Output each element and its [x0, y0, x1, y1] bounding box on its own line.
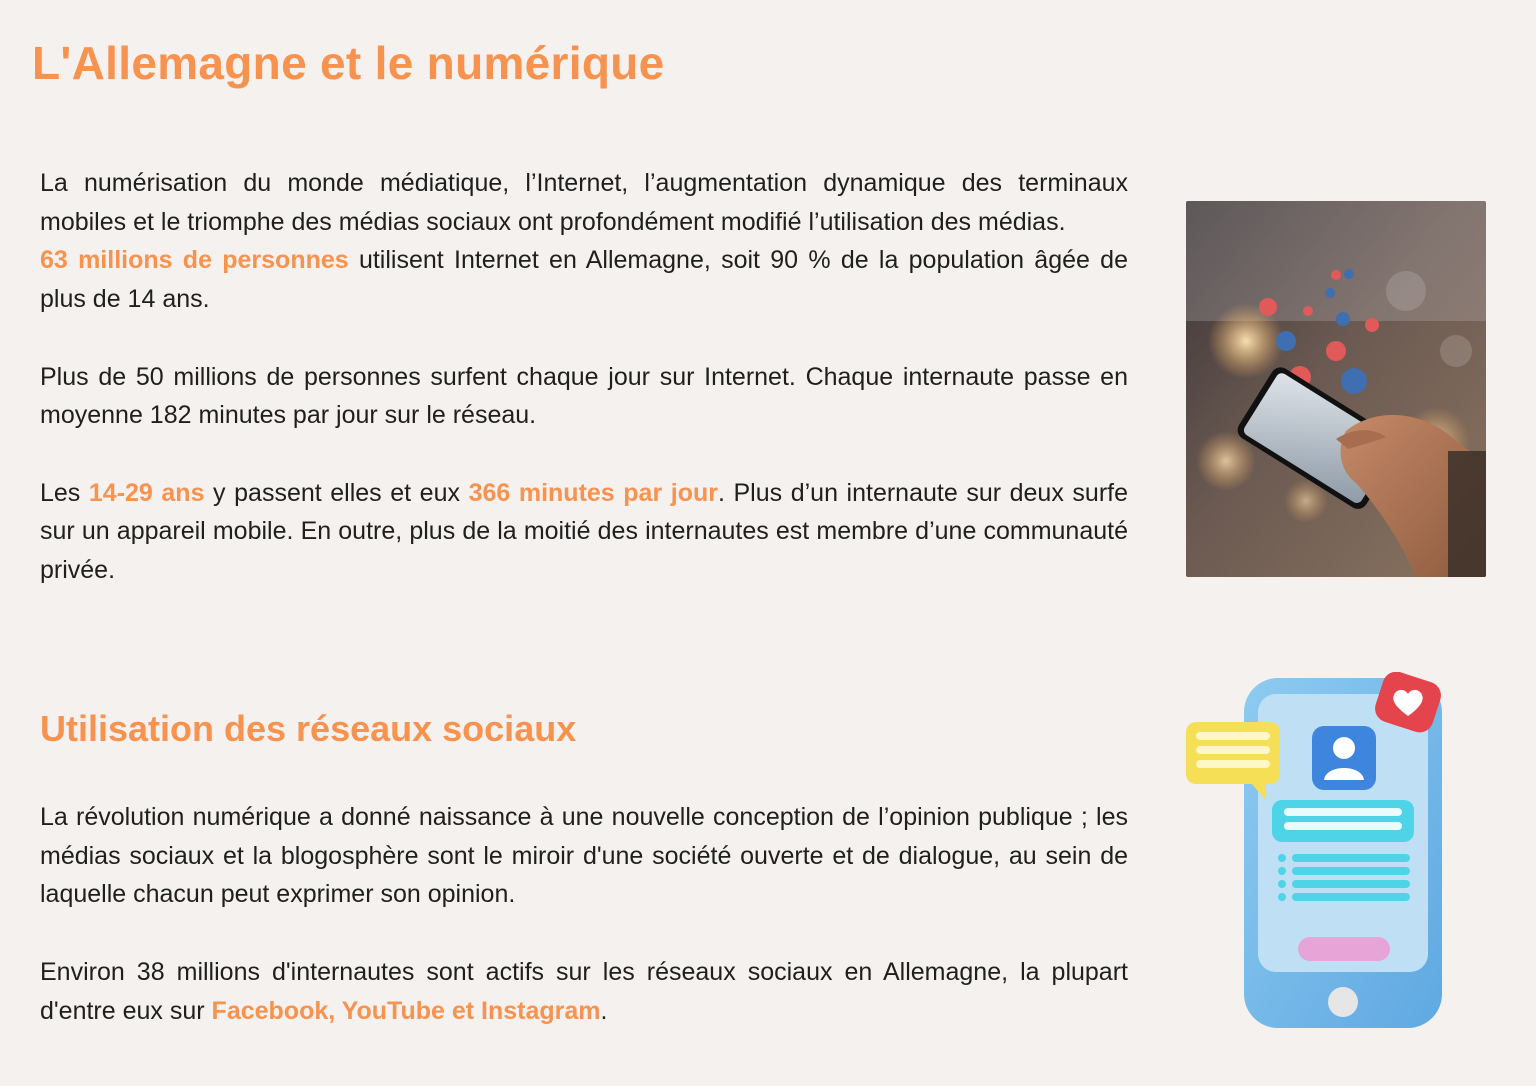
internet-users-text: utilisent Internet en Allemagne, soit 90 % de la population âgée de plus de 14 ans. — [40, 246, 1128, 314]
smartphone-photo — [1186, 201, 1486, 577]
young-users-text-a: Les — [40, 478, 89, 507]
highlight-platforms: Facebook, YouTube et Instagram — [211, 996, 601, 1025]
intro-section — [40, 164, 1128, 590]
highlight-age: 14-29 ans — [88, 478, 205, 507]
social-section — [40, 798, 1128, 1030]
revolution-paragraph: La révolution numérique a donné naissance à une nouvelle conception de l’opinion publique ; les médias sociaux et la blogosphère sont le miroir d'une société ouverte et de dialogue, au sein de laquelle chacun peut exprimer son opinion. — [40, 803, 1128, 909]
social-networks-heading: Utilisation des réseaux sociaux — [40, 708, 577, 749]
social-users-text-a: Environ 38 millions d'internautes sont actifs sur les réseaux sociaux en Allemagne, la plupart d'entre eux sur — [40, 957, 1128, 1025]
intro-paragraph: La numérisation du monde médiatique, l’Internet, l’augmentation dynamique des terminaux mobiles et le triomphe des médias sociaux ont profondément modifié l’utilisation des médias. — [40, 169, 1128, 236]
page-title: L'Allemagne et le numérique — [32, 37, 665, 89]
young-users-text-b: y passent elles et eux — [204, 478, 469, 507]
social-phone-illustration — [1180, 672, 1450, 1038]
social-users-paragraph — [40, 953, 1128, 1030]
young-users-text-c: . Plus d’un internaute sur deux surfe sur un appareil mobile. En outre, plus de la moitié des internautes est membre d’une communauté privée. — [40, 478, 1128, 584]
daily-surf-paragraph: Plus de 50 millions de personnes surfent chaque jour sur Internet. Chaque internaute passe en moyenne 182 minutes par jour sur le réseau. — [40, 362, 1128, 430]
highlight-users: 63 millions de personnes — [40, 246, 349, 275]
young-users-paragraph — [40, 474, 1128, 590]
internet-users-paragraph — [40, 241, 1128, 318]
social-users-text-b: . — [600, 996, 608, 1025]
highlight-minutes: 366 minutes par jour — [468, 478, 718, 507]
